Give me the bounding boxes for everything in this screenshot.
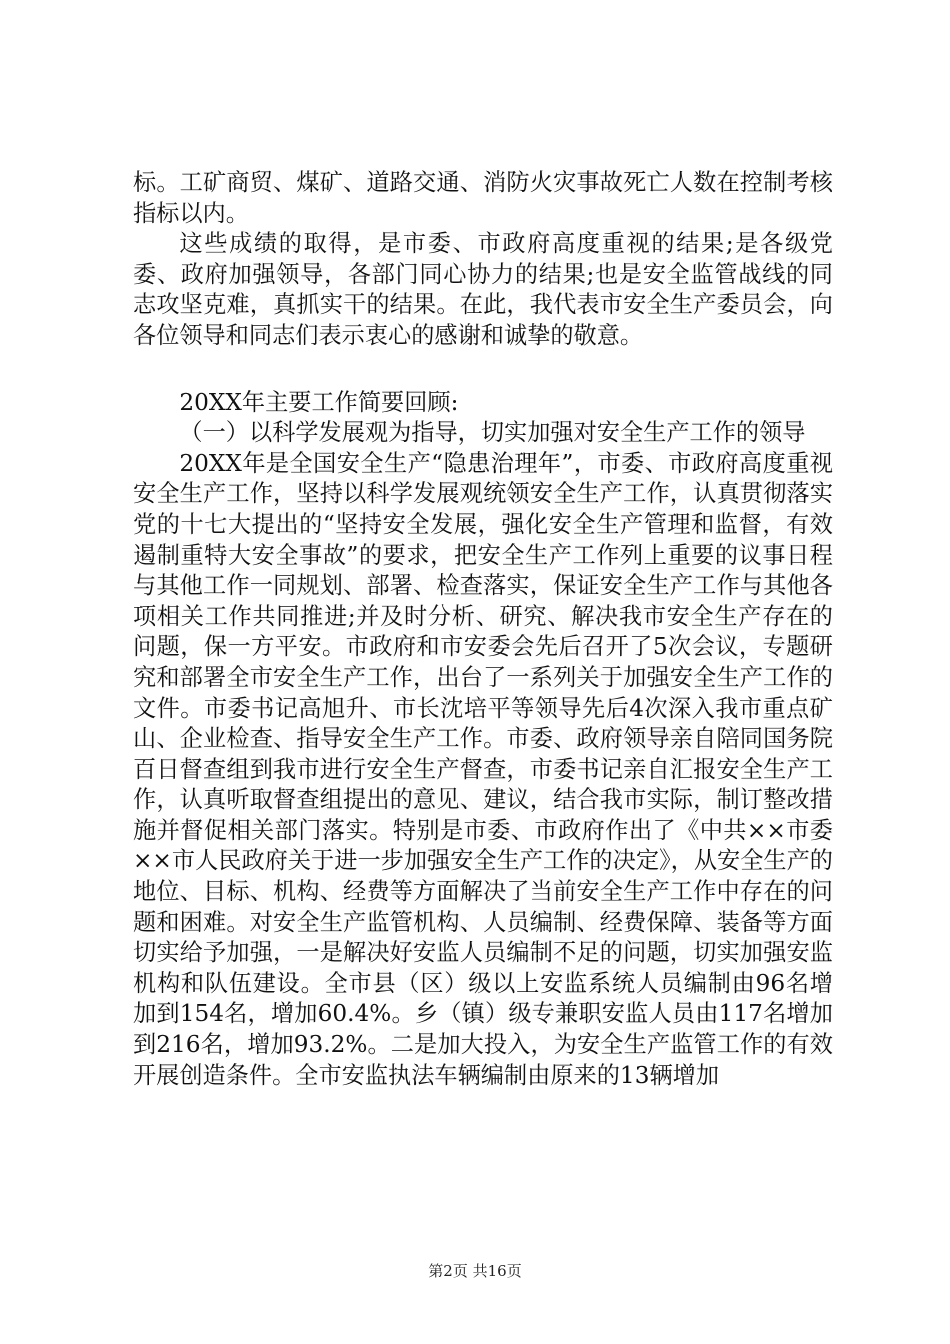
paragraph-continuation: 标。工矿商贸、煤矿、道路交通、消防火灾事故死亡人数在控制考核指标以内。 — [133, 169, 833, 227]
section-heading-review: 20XX年主要工作简要回顾: — [179, 388, 459, 416]
subsection-heading-1: （一）以科学发展观为指导，切实加强对安全生产工作的领导 — [179, 419, 806, 447]
page-footer: 第2页 共16页 — [428, 1262, 522, 1280]
paragraph-leadership: 20XX年是全国安全生产“隐患治理年”，市委、市政府高度重视安全生产工作，坚持以科学发展观统领安全生产工作，认真贯彻落实党的十七大提出的“坚持安全发展，强化安全生产管理和监督，有效遏制重特大安全事故”的要求，把安全生产工作列上重要的议事日程与其他工作一同规划、部署、检查落实，保证安全生产工作与其他各项相关工作共同推进;并及时分析、研究、解决我市安全生产存在的问题，保一方平安。市政府和市安委会先后召开了5次会议，专题研究和部署全市安全生产工作，出台了一系列关于加强安全生产工作的文件。市委书记高旭升、市长沈培平等领导先后4次深入我市重点矿山、企业检查、指导安全生产工作。市委、政府领导亲自陪同国务院百日督查组到我市进行安全生产督查，市委书记亲自汇报安全生产工作，认真听取督查组提出的意见、建议，结合我市实际，制订整改措施并督促相关部门落实。特别是市委、市政府作出了《中共××市委××市人民政府关于进一步加强安全生产工作的决定》，从安全生产的地位、目标、机构、经费等方面解决了当前安全生产工作中存在的问题和困难。对安全生产监管机构、人员编制、经费保障、装备等方面切实给予加强，一是解决好安监人员编制不足的问题，切实加强安监机构和队伍建设。全市县（区）级以上安监系统人员编制由96名增加到154名，增加60.4%。乡（镇）级专兼职安监人员由117名增加到216名，增加93.2%。二是加大投入，为安全生产监管工作的有效开展创造条件。全市安监执法车辆编制由原来的13辆增加 — [133, 449, 833, 1089]
paragraph-achievements: 这些成绩的取得，是市委、市政府高度重视的结果;是各级党委、政府加强领导，各部门同心协力的结果;也是安全监管战线的同志攻坚克难，真抓实干的结果。在此，我代表市安全生产委员会，向各位领导和同志们表示衷心的感谢和诚挚的敬意。 — [133, 230, 833, 349]
document-body — [133, 168, 833, 1091]
